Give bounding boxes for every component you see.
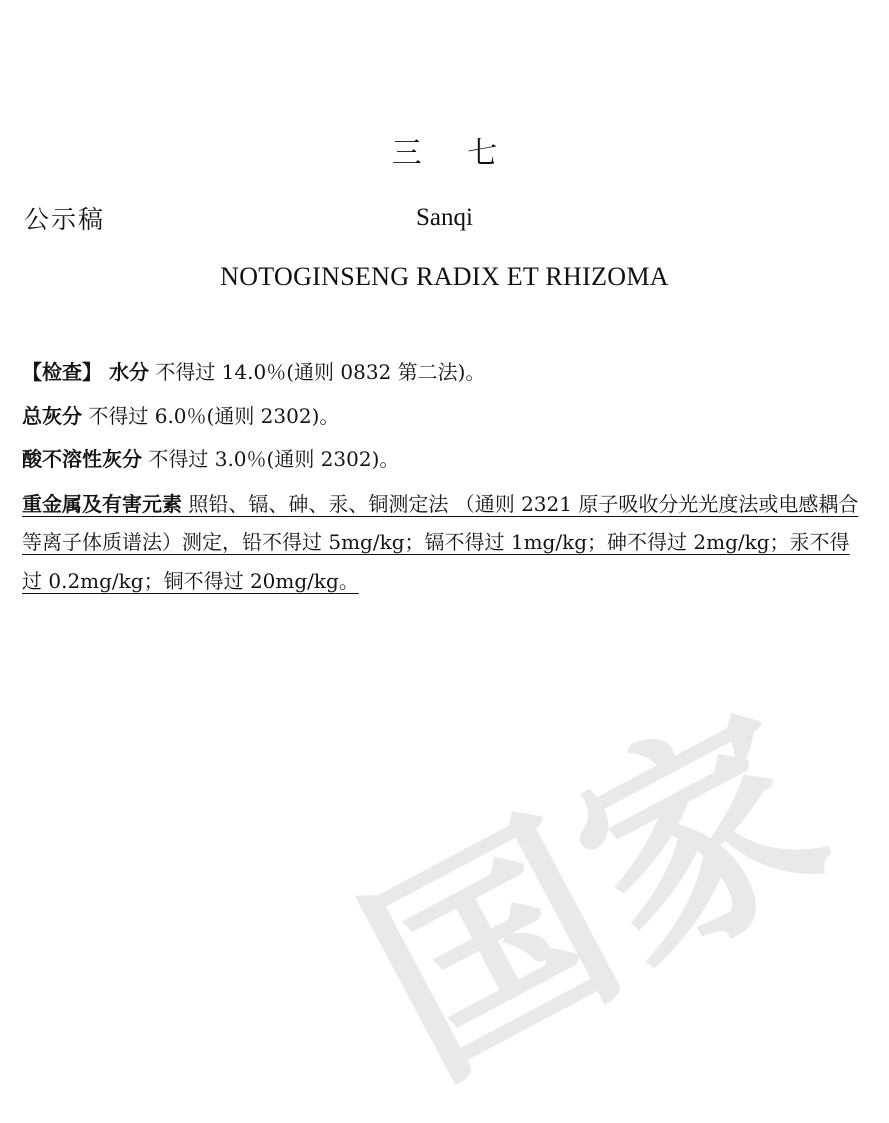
section-moisture-text: 不得过 14.0％(通则 0832 第二法)。 — [148, 360, 486, 384]
page-title-chinese: 三 七 — [391, 136, 516, 171]
section-heavy-metals-lead: 重金属及有害元素 — [22, 491, 182, 516]
watermark-text: 国家 — [327, 663, 871, 1123]
section-acid-insoluble-ash — [22, 441, 869, 479]
section-acid-insoluble-ash-lead: 酸不溶性灰分 — [22, 447, 142, 472]
body-sections — [0, 354, 889, 600]
section-heavy-metals-text: 照铅、镉、砷、汞、铜测定法 （通则 2321 原子吸收分光光度法或电感耦合等离子体质谱法）测定，铅不得过 5mg/kg；镉不得过 1mg/kg；砷不得过 2mg/kg；汞不得过 0.2mg/kg；铜不得过 20mg/kg。 — [22, 491, 859, 593]
section-total-ash-lead: 总灰分 — [22, 403, 82, 428]
section-heavy-metals — [22, 485, 869, 600]
page-title-pinyin: Sanqi — [416, 204, 473, 231]
section-moisture — [22, 354, 869, 392]
title-block — [0, 128, 889, 292]
section-moisture-lead: 【检查】 水分 — [22, 360, 149, 384]
document-content — [0, 128, 889, 600]
draft-status-label: 公示稿 — [24, 205, 106, 234]
section-total-ash — [22, 398, 869, 436]
page-title-latin: NOTOGINSENG RADIX ET RHIZOMA — [220, 262, 669, 291]
section-acid-insoluble-ash-text: 不得过 3.0％(通则 2302)。 — [142, 447, 400, 472]
section-total-ash-text: 不得过 6.0％(通则 2302)。 — [82, 403, 340, 428]
document-page — [0, 128, 889, 1123]
